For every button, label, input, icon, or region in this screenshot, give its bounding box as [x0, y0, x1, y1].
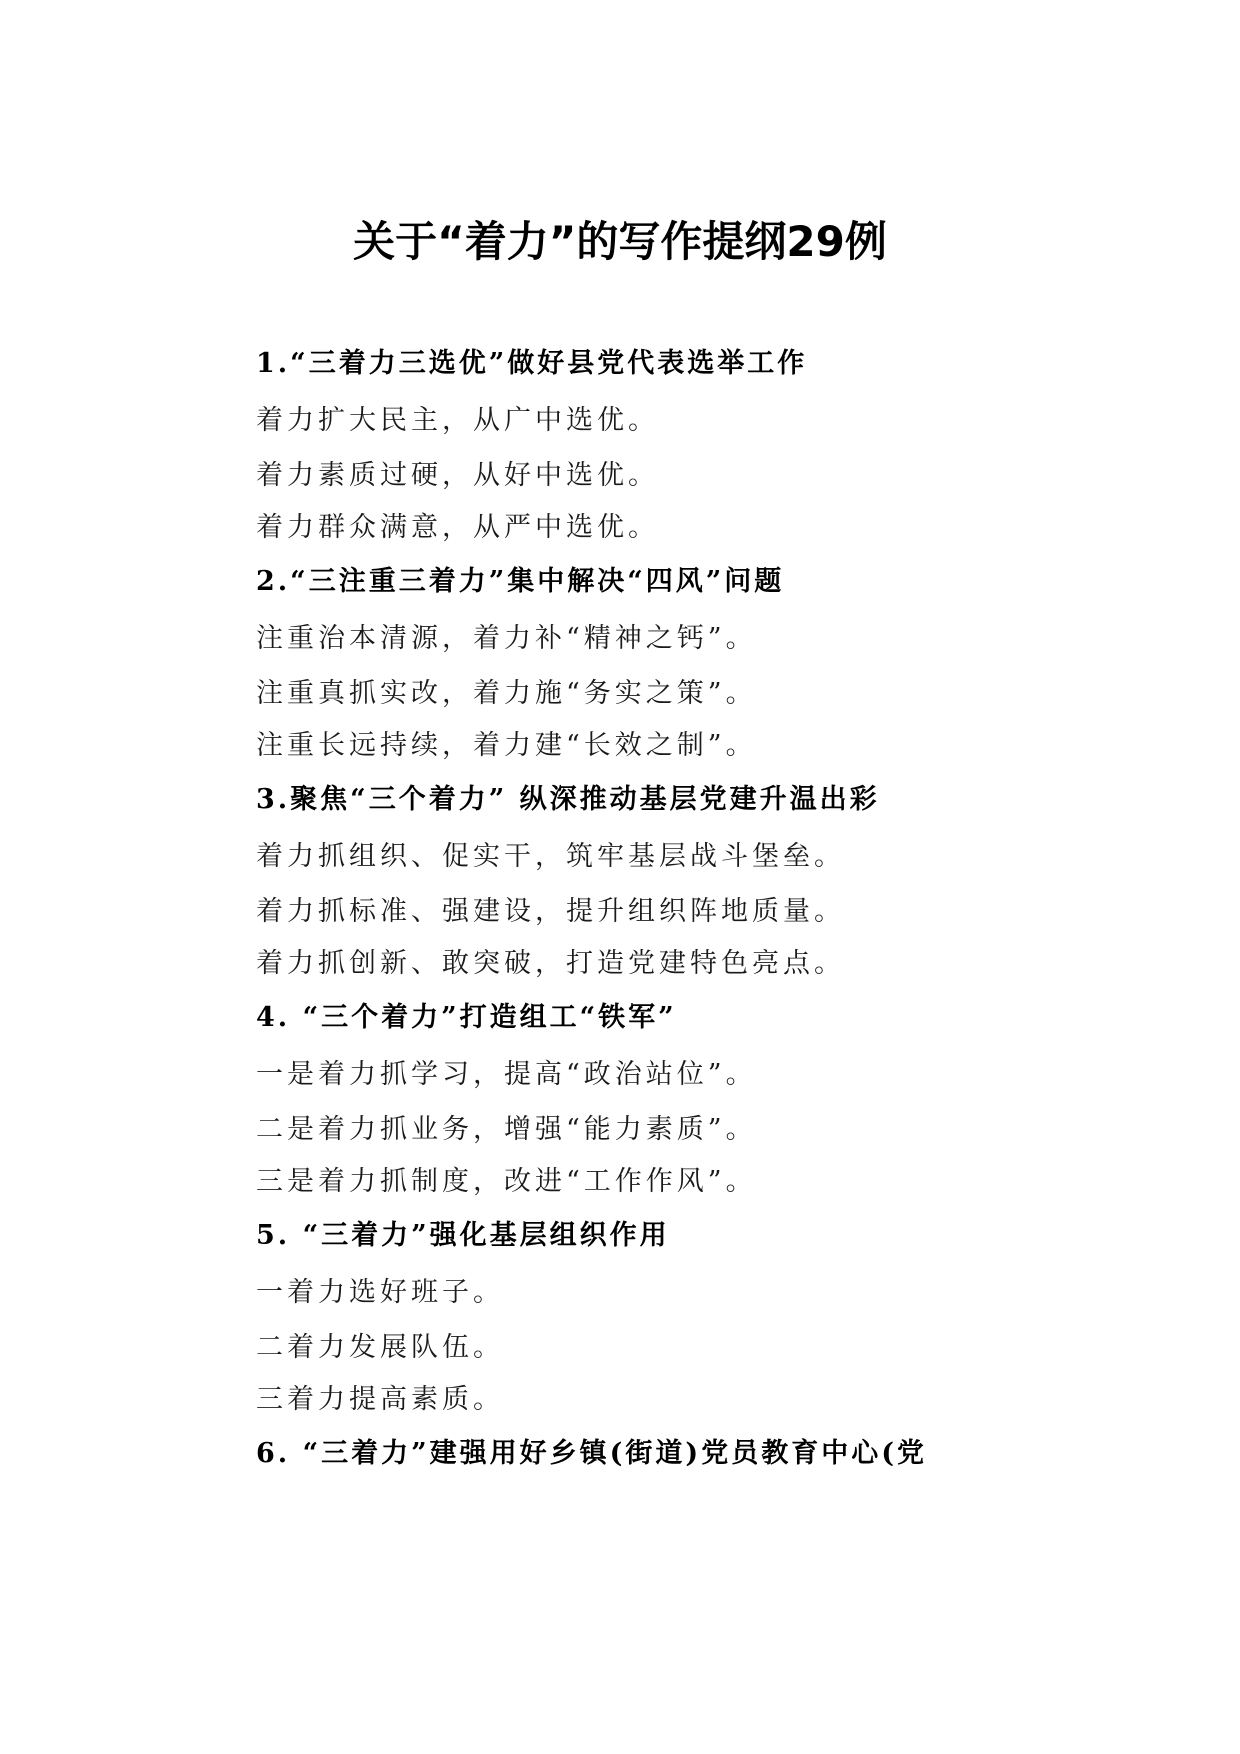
section-item: 着力群众满意，从严中选优。: [256, 512, 659, 543]
section-item: 注重治本清源，着力补“精神之钙”。: [256, 623, 757, 654]
section-heading: 5. “三着力”强化基层组织作用: [256, 1220, 670, 1251]
section-item: 注重真抓实改，着力施“务实之策”。: [256, 678, 757, 709]
section-6: [256, 1426, 1046, 1482]
document-body: [256, 336, 1046, 1482]
section-heading: 1.“三着力三选优”做好县党代表选举工作: [256, 348, 808, 379]
section-2: [256, 554, 1046, 772]
section-item: 着力抓标准、强建设，提升组织阵地质量。: [256, 896, 845, 927]
section-item: 着力素质过硬，从好中选优。: [256, 460, 659, 491]
section-heading: 3.聚焦“三个着力” 纵深推动基层党建升温出彩: [256, 784, 880, 815]
section-item: 二是着力抓业务，增强“能力素质”。: [256, 1114, 757, 1145]
section-item: 注重长远持续，着力建“长效之制”。: [256, 730, 757, 761]
section-item: 一是着力抓学习，提高“政治站位”。: [256, 1059, 757, 1090]
section-3: [256, 772, 1046, 990]
section-item: 三是着力抓制度，改进“工作作风”。: [256, 1166, 757, 1197]
section-4: [256, 990, 1046, 1208]
section-5: [256, 1208, 1046, 1426]
section-item: 着力扩大民主，从广中选优。: [256, 405, 659, 436]
section-1: [256, 336, 1046, 554]
section-item: 三着力提高素质。: [256, 1384, 504, 1415]
section-heading: 6. “三着力”建强用好乡镇(街道)党员教育中心(党: [256, 1438, 927, 1469]
section-item: 一着力选好班子。: [256, 1277, 504, 1308]
section-item: 二着力发展队伍。: [256, 1332, 504, 1363]
document-title: 关于“着力”的写作提纲29例: [353, 217, 887, 266]
section-heading: 4. “三个着力”打造组工“铁军”: [256, 1002, 677, 1033]
section-heading: 2.“三注重三着力”集中解决“四风”问题: [256, 566, 785, 597]
section-item: 着力抓组织、促实干，筑牢基层战斗堡垒。: [256, 841, 845, 872]
section-item: 着力抓创新、敢突破，打造党建特色亮点。: [256, 948, 845, 979]
